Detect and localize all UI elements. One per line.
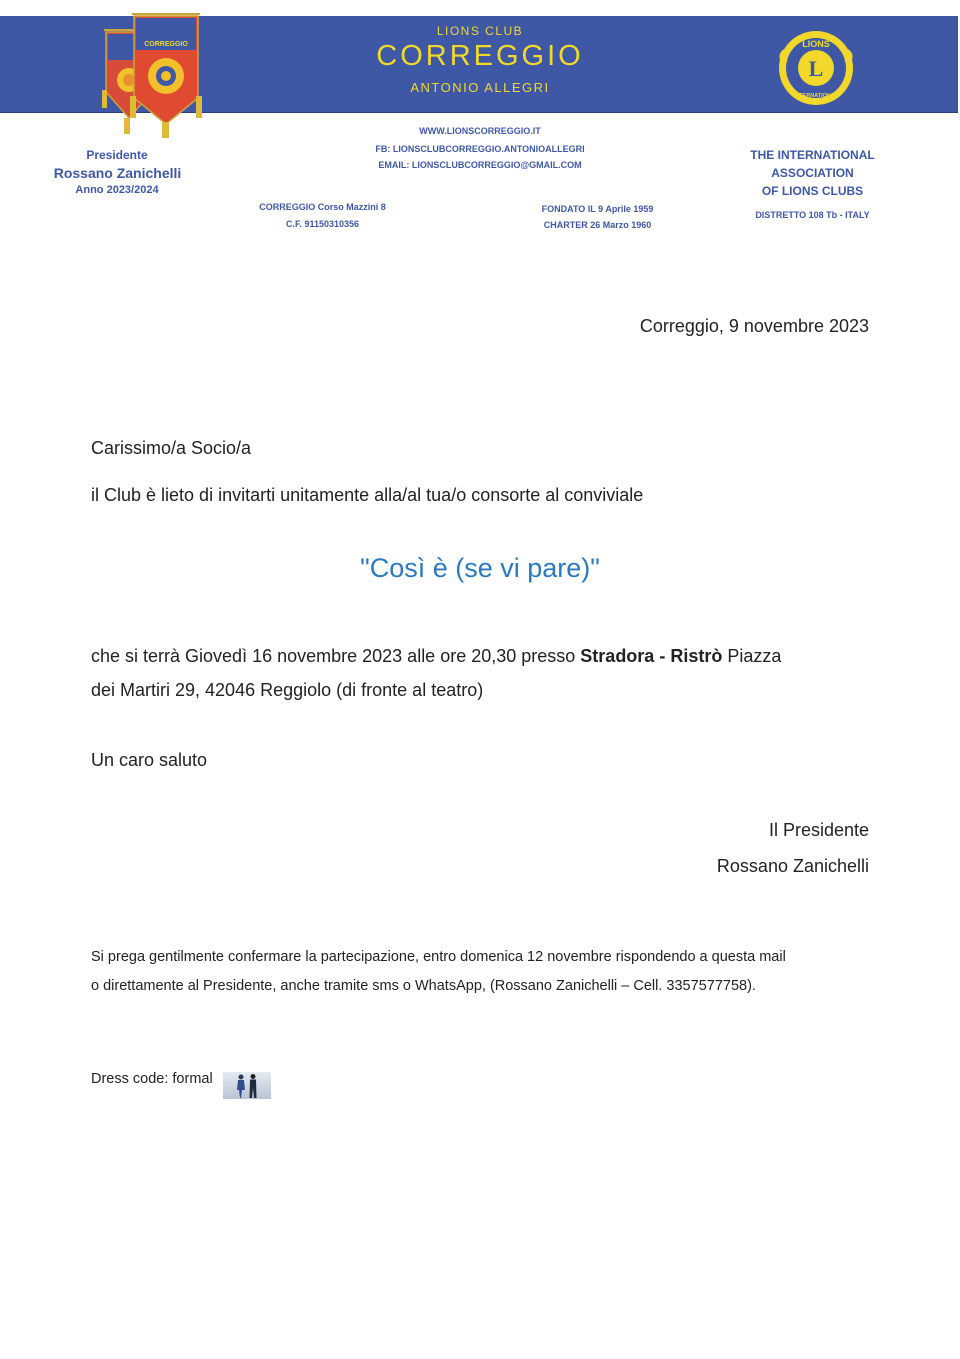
- letter-greeting: Carissimo/a Socio/a: [91, 438, 252, 458]
- signature-title: Il Presidente: [768, 820, 869, 840]
- president-label: Presidente: [86, 148, 148, 162]
- event-venue: Stradora - Ristrò: [580, 646, 723, 666]
- rsvp-line2: o direttamente al Presidente, anche tramite sms o WhatsApp, (Rossano Zanichelli – Cell. 3357577758).: [91, 978, 756, 994]
- banner-club-label: LIONS CLUB: [436, 24, 524, 38]
- club-address: CORREGGIO Corso Mazzini 8: [259, 202, 386, 212]
- president-name: Rossano Zanichelli: [53, 165, 182, 181]
- signature-name: Rossano Zanichelli: [716, 856, 869, 876]
- pennant-text: CORREGGIO: [144, 41, 188, 48]
- intl-association-line3: OF LIONS CLUBS: [761, 184, 864, 198]
- formal-attire-image: [223, 1072, 271, 1099]
- club-founded: FONDATO IL 9 Aprile 1959: [541, 204, 654, 214]
- district-label: DISTRETTO 108 Tb - ITALY: [755, 210, 870, 220]
- letter-date: Correggio, 9 novembre 2023: [639, 316, 869, 336]
- event-title: "Così è (se vi pare)": [360, 553, 600, 583]
- banner-club-name: CORREGGIO: [376, 40, 584, 72]
- event-details-line1: [91, 646, 781, 667]
- event-details-text: che si terrà Giovedì 16 novembre 2023 alle ore 20,30 presso: [91, 646, 581, 666]
- emblem-letter: L: [808, 56, 824, 81]
- letter-intro: il Club è lieto di invitarti unitamente alla/al tua/o consorte al conviviale: [91, 485, 644, 505]
- intl-association-line1: THE INTERNATIONAL: [750, 148, 875, 162]
- club-tax-code: C.F. 91150310356: [285, 219, 360, 229]
- club-pennants-logo: [96, 0, 211, 140]
- club-facebook: FB: LIONSCLUBCORREGGIO.ANTONIOALLEGRI: [375, 144, 585, 154]
- emblem-word-bottom: INTERNATIONAL: [793, 93, 839, 99]
- emblem-word-top: LIONS: [802, 39, 830, 49]
- club-website: WWW.LIONSCORREGGIO.IT: [419, 126, 541, 136]
- event-details-line2: dei Martiri 29, 42046 Reggiolo (di fronte al teatro): [91, 680, 484, 700]
- intl-association-line2: ASSOCIATION: [771, 166, 854, 180]
- event-details-text-2: Piazza: [722, 646, 782, 666]
- president-year: Anno 2023/2024: [75, 184, 159, 194]
- club-charter: CHARTER 26 Marzo 1960: [543, 220, 652, 230]
- rsvp-line1: Si prega gentilmente confermare la partecipazione, entro domenica 12 novembre rispondendo a questa mail: [91, 949, 786, 965]
- dress-code: Dress code: formal: [91, 1071, 213, 1087]
- lions-international-emblem: [768, 25, 864, 111]
- letter-closing: Un caro saluto: [91, 750, 208, 770]
- banner-club-subtitle: ANTONIO ALLEGRI: [410, 80, 550, 95]
- club-email: EMAIL: LIONSCLUBCORREGGIO@GMAIL.COM: [378, 160, 582, 170]
